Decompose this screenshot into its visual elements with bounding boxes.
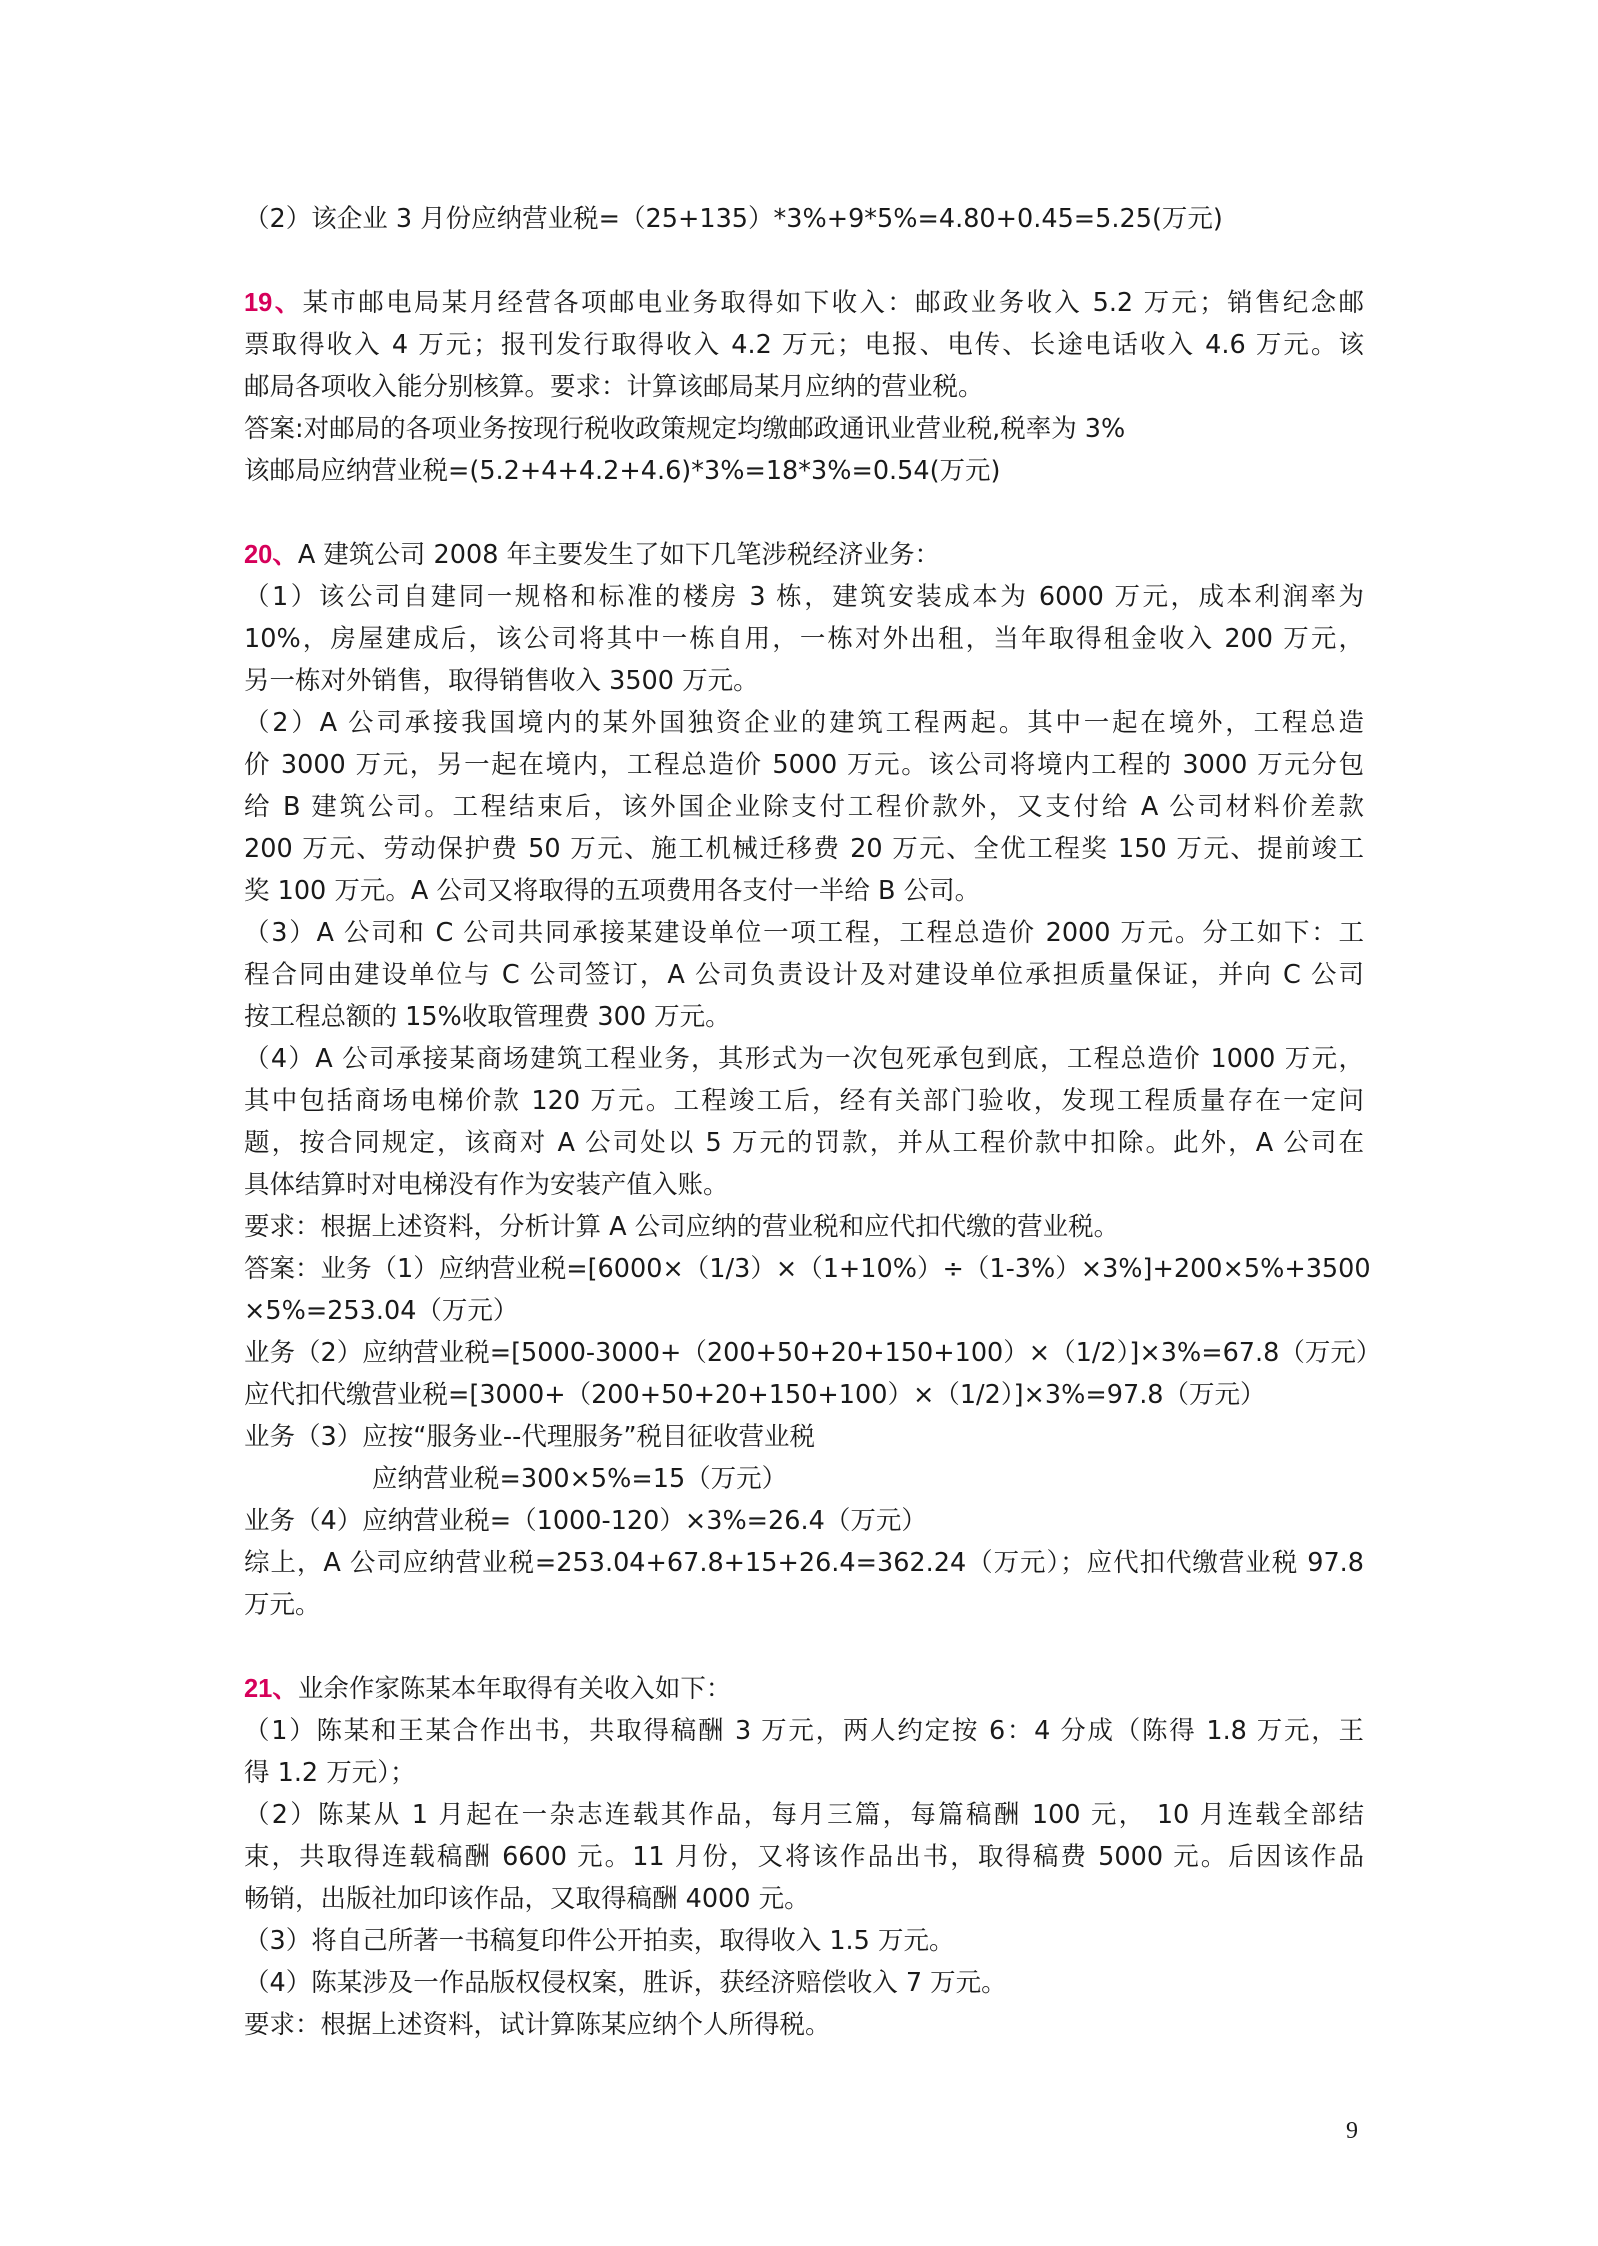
page-content [244, 198, 1382, 2046]
question-21-line: 束，共取得连载稿酬 6600 元。11 月份，又将该作品出书，取得稿费 5000 元。后因该作品 [244, 1842, 1364, 1872]
answer-20-line: ×5%=253.04（万元） [244, 1296, 519, 1326]
question-20-line: 200 万元、劳动保护费 50 万元、施工机械迁移费 20 万元、全优工程奖 150 万元、提前竣工 [244, 834, 1364, 864]
question-20-line: 程合同由建设单位与 C 公司签订，A 公司负责设计及对建设单位承担质量保证，并向 C 公司 [244, 960, 1364, 990]
question-21-line-1 [244, 1668, 1364, 1710]
q18-part2-line: （2）该企业 3 月份应纳营业税=（25+135）*3%+9*5%=4.80+0.45=5.25(万元) [244, 204, 1223, 234]
question-20-requirement: 要求：根据上述资料，分析计算 A 公司应纳的营业税和应代扣代缴的营业税。 [244, 1212, 1120, 1242]
question-text: 业余作家陈某本年取得有关收入如下： [297, 1674, 732, 1704]
question-21-requirement: 要求：根据上述资料，试计算陈某应纳个人所得税。 [244, 2010, 831, 2040]
answer-20-line: 万元。 [244, 1590, 321, 1620]
question-20-line: 题，按合同规定，该商对 A 公司处以 5 万元的罚款，并从工程价款中扣除。此外，A 公司在 [244, 1128, 1364, 1158]
question-20-line: 价 3000 万元，另一起在境内，工程总造价 5000 万元。该公司将境内工程的 3000 万元分包 [244, 750, 1364, 780]
question-20-line-1 [244, 534, 1364, 576]
question-19-line-2: 票取得收入 4 万元；报刊发行取得收入 4.2 万元；电报、电传、长途电话收入 4.6 万元。该 [244, 330, 1364, 360]
question-21-line: 畅销，出版社加印该作品，又取得稿酬 4000 元。 [244, 1884, 810, 1914]
spacer [244, 240, 1364, 282]
answer-19-line-2: 该邮局应纳营业税=(5.2+4+4.2+4.6)*3%=18*3%=0.54(万元) [244, 456, 1001, 486]
question-text: A 建筑公司 2008 年主要发生了如下几笔涉税经济业务： [297, 540, 941, 570]
page-number: 9 [1346, 2118, 1358, 2144]
answer-20-line: 业务（3）应按“服务业--代理服务”税目征收营业税 [244, 1422, 816, 1452]
question-20-line: （1）该公司自建同一规格和标准的楼房 3 栋，建筑安装成本为 6000 万元，成本利润率为 [244, 582, 1364, 612]
question-21-line: （2）陈某从 1 月起在一杂志连载其作品，每月三篇，每篇稿酬 100 元， 10 月连载全部结 [244, 1800, 1364, 1830]
question-text: 某市邮电局某月经营各项邮电业务取得如下收入：邮政业务收入 5.2 万元；销售纪念邮 [302, 288, 1364, 318]
question-20-line: 给 B 建筑公司。工程结束后，该外国企业除支付工程价款外，又支付给 A 公司材料价差款 [244, 792, 1364, 822]
question-20-line: 另一栋对外销售，取得销售收入 3500 万元。 [244, 666, 759, 696]
question-20-line: （4）A 公司承接某商场建筑工程业务，其形式为一次包死承包到底，工程总造价 1000 万元， [244, 1044, 1364, 1074]
question-21-line: （1）陈某和王某合作出书，共取得稿酬 3 万元，两人约定按 6：4 分成（陈得 1.8 万元，王 [244, 1716, 1364, 1746]
question-19-line-3: 邮局各项收入能分别核算。要求：计算该邮局某月应纳的营业税。 [244, 372, 984, 402]
answer-20-line: 答案：业务（1）应纳营业税=[6000×（1/3）×（1+10%）÷（1-3%）×3%]+200×5%+3500 [244, 1254, 1371, 1284]
question-20-line: 奖 100 万元。A 公司又将取得的五项费用各支付一半给 B 公司。 [244, 876, 981, 906]
question-20 [244, 534, 1382, 1626]
answer-20-line: 综上，A 公司应纳营业税=253.04+67.8+15+26.4=362.24（万元）；应代扣代缴营业税 97.8 [244, 1548, 1364, 1578]
spacer [244, 1626, 1364, 1668]
question-20-line: 按工程总额的 15%收取管理费 300 万元。 [244, 1002, 731, 1032]
answer-19-line-1: 答案:对邮局的各项业务按现行税收政策规定均缴邮政通讯业营业税,税率为 3% [244, 414, 1126, 444]
question-number: 19、 [244, 289, 303, 317]
question-20-line: （2）A 公司承接我国境内的某外国独资企业的建筑工程两起。其中一起在境外，工程总造 [244, 708, 1364, 738]
question-21-line: （3）将自己所著一书稿复印件公开拍卖，取得收入 1.5 万元。 [244, 1926, 955, 1956]
question-20-line: 10%，房屋建成后，该公司将其中一栋自用，一栋对外出租，当年取得租金收入 200 万元， [244, 624, 1364, 654]
question-21-line: 得 1.2 万元）； [244, 1758, 416, 1788]
question-21 [244, 1668, 1364, 2046]
spacer [244, 492, 1364, 534]
question-number: 20、 [244, 541, 298, 569]
question-20-line: 其中包括商场电梯价款 120 万元。工程竣工后，经有关部门验收，发现工程质量存在一定问 [244, 1086, 1364, 1116]
question-19-line-1 [244, 282, 1364, 324]
answer-20-line: 应代扣代缴营业税=[3000+（200+50+20+150+100）×（1/2）]×3%=97.8（万元） [244, 1380, 1266, 1410]
answer-20-line: 业务（4）应纳营业税=（1000-120）×3%=26.4（万元） [244, 1506, 927, 1536]
answer-20-line: 业务（2）应纳营业税=[5000-3000+（200+50+20+150+100）×（1/2）]×3%=67.8（万元） [244, 1338, 1382, 1368]
question-20-line: （3）A 公司和 C 公司共同承接某建设单位一项工程，工程总造价 2000 万元。分工如下：工 [244, 918, 1364, 948]
answer-20-line: 应纳营业税=300×5%=15（万元） [372, 1464, 788, 1494]
question-19 [244, 282, 1364, 492]
question-number: 21、 [244, 1675, 298, 1703]
question-21-line: （4）陈某涉及一作品版权侵权案，胜诉，获经济赔偿收入 7 万元。 [244, 1968, 1007, 1998]
question-20-line: 具体结算时对电梯没有作为安装产值入账。 [244, 1170, 729, 1200]
